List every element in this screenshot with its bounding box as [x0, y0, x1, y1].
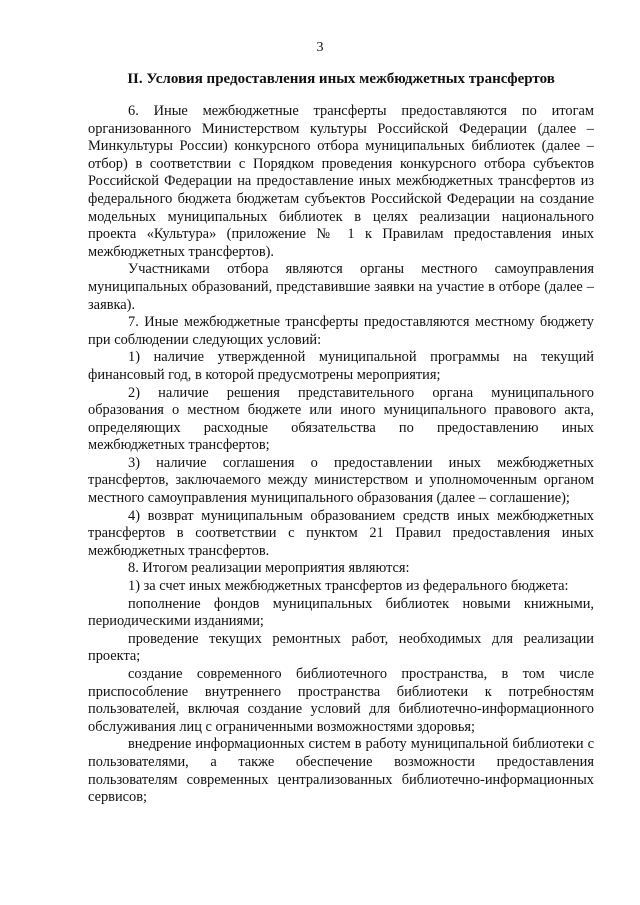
paragraph: 1) наличие утвержденной муниципальной программы на текущий финансовый год, в которой предусмотрены мероприятия;: [88, 349, 594, 383]
document-body: [88, 103, 594, 807]
paragraph: 3) наличие соглашения о предоставлении иных межбюджетных трансфертов, заключаемого между министерством и уполномоченным органом местного самоуправления муниципального образования (далее – соглашение);: [88, 454, 594, 507]
paragraph: 7. Иные межбюджетные трансферты предоставляются местному бюджету при соблюдении следующих условий:: [88, 314, 594, 348]
page-number: 3: [316, 40, 324, 55]
paragraph: 8. Итогом реализации мероприятия являются:: [128, 560, 410, 577]
paragraph: создание современного библиотечного пространства, в том числе приспособление внутреннего пространства библиотеки к потребностям пользователей, включая создание условий для библиотечно-информационного обслуживания лиц с ограниченными возможностями здоровья;: [88, 666, 594, 735]
paragraph: внедрение информационных систем в работу муниципальной библиотеки с пользователями, а также обеспечение возможности предоставления пользователям современных централизованных библиотечно-информационных сервисов;: [88, 736, 594, 806]
paragraph: 4) возврат муниципальным образованием средств иных межбюджетных трансфертов в соответствии с пунктом 21 Правил предоставления иных межбюджетных трансфертов.: [88, 507, 594, 559]
section-heading: II. Условия предоставления иных межбюджетных трансфертов: [127, 71, 555, 87]
paragraph: проведение текущих ремонтных работ, необходимых для реализации проекта;: [88, 630, 594, 665]
paragraph: пополнение фондов муниципальных библиотек новыми книжными, периодическими изданиями;: [88, 595, 594, 630]
paragraph: 6. Иные межбюджетные трансферты предоставляются по итогам организованного Министерством культуры Российской Федерации (далее – Минкультуры России) конкурсного отбора муниципальных библиотек (далее – отбор) в соответствии с Порядком проведения конкурсного отбора субъектов Российской Федерации на предоставление иных межбюджетных трансфертов из федерального бюджета бюджетам субъектов Российской Федерации на создание модельных муниципальных библиотек в целях реализации национального проекта «Культура» (приложение № 1 к Правилам предоставления иных межбюджетных трансфертов).: [88, 103, 594, 260]
paragraph: Участниками отбора являются органы местного самоуправления муниципальных образований, представившие заявки на участие в отборе (далее – заявка).: [88, 261, 594, 313]
paragraph: 2) наличие решения представительного органа муниципального образования о местном бюджете или иного муниципального правового акта, определяющих расходные обязательства по предоставлению иных межбюджетных трансфертов;: [88, 384, 594, 454]
paragraph: 1) за счет иных межбюджетных трансфертов из федерального бюджета:: [128, 578, 569, 595]
